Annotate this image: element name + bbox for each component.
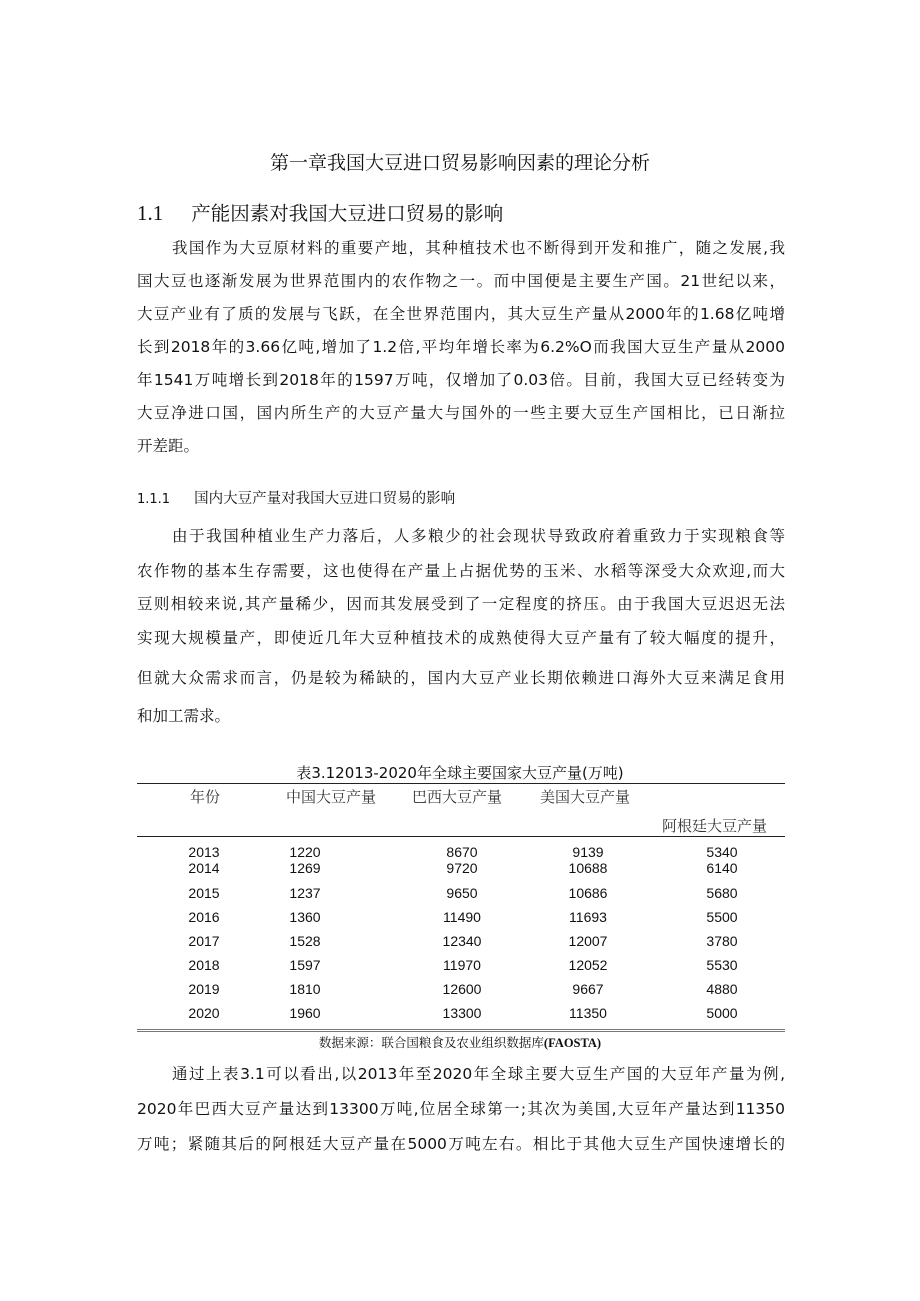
table-source: [0, 1033, 920, 1051]
value-cell: 13300: [442, 1005, 482, 1021]
table-bottom-rule: [137, 1029, 785, 1032]
text-line: 但就大众需求而言，仍是较为稀缺的，国内大豆产业长期依赖进口海外大豆来满足食用: [137, 669, 785, 687]
text-line: 国大豆也逐渐发展为世界范围内的农作物之一。而中国便是主要生产国。21世纪以来，: [137, 272, 785, 290]
text-line: 万吨；紧随其后的阿根廷大豆产量在5000万吨左右。相比于其他大豆生产国快速增长的: [137, 1135, 785, 1153]
text-line: 由于我国种植业生产力落后，人多粮少的社会现状导致政府着重致力于实现粮食等: [172, 527, 785, 545]
text-line: 通过上表3.1可以看出,以2013年至2020年全球主要大豆生产国的大豆年产量为例,: [172, 1065, 785, 1083]
value-cell: 1597: [289, 957, 321, 973]
value-cell: 9650: [446, 885, 478, 901]
subsection-heading: [137, 487, 455, 508]
year-cell: 2015: [188, 885, 220, 901]
column-header: 中国大豆产量: [286, 788, 377, 806]
year-cell: 2018: [188, 957, 220, 973]
column-header: 美国大豆产量: [540, 788, 631, 806]
column-header: 年份: [190, 788, 221, 806]
year-cell: 2014: [188, 860, 220, 876]
value-cell: 8670: [446, 844, 478, 860]
source-abbr: (FAOSTA): [543, 1036, 602, 1050]
subsection-number: 1.1.1: [137, 492, 171, 507]
value-cell: 1528: [289, 933, 321, 949]
value-cell: 12007: [568, 933, 608, 949]
value-cell: 1269: [289, 860, 321, 876]
value-cell: 5530: [706, 957, 738, 973]
value-cell: 9667: [572, 981, 604, 997]
year-cell: 2019: [188, 981, 220, 997]
value-cell: 5000: [706, 1005, 738, 1021]
value-cell: 1960: [289, 1005, 321, 1021]
value-cell: 11350: [569, 1005, 607, 1021]
section-title: 产能因素对我国大豆进口贸易的影响: [191, 202, 504, 225]
year-cell: 2017: [188, 933, 220, 949]
text-line: 大豆净进口国，国内所生产的大豆产量大与国外的一些主要大豆生产国相比，已日渐拉: [137, 404, 785, 422]
value-cell: 6140: [706, 860, 738, 876]
section-number: 1.1: [137, 201, 164, 225]
table-caption: 表3.12013-2020年全球主要国家大豆产量(万吨): [296, 764, 624, 782]
value-cell: 3780: [706, 933, 738, 949]
value-cell: 5340: [706, 844, 738, 860]
text-line: 开差距。: [137, 437, 200, 455]
year-cell: 2020: [188, 1005, 220, 1021]
table-header-rule: [137, 836, 785, 837]
value-cell: 10686: [568, 885, 608, 901]
text-line: 我国作为大豆原材料的重要产地，其种植技术也不断得到开发和推广，随之发展,我: [172, 239, 785, 257]
column-header: 阿根廷大豆产量: [662, 817, 768, 835]
value-cell: 4880: [706, 981, 738, 997]
chapter-title: 第一章我国大豆进口贸易影响因素的理论分析: [269, 152, 650, 174]
value-cell: 1360: [289, 909, 321, 925]
source-text: 数据来源：联合国粮食及农业组织数据库: [318, 1035, 544, 1050]
text-line: 长到2018年的3.66亿吨,增加了1.2倍,平均年增长率为6.2%O而我国大豆生产量从2000: [137, 338, 785, 356]
text-line: 豆则相较来说,其产量稀少，因而其发展受到了一定程度的挤压。由于我国大豆迟迟无法: [137, 595, 785, 613]
value-cell: 10688: [568, 860, 608, 876]
subsection-title: 国内大豆产量对我国大豆进口贸易的影响: [194, 491, 456, 507]
value-cell: 12052: [568, 957, 608, 973]
value-cell: 12340: [442, 933, 482, 949]
section-heading: [137, 198, 503, 226]
year-cell: 2016: [188, 909, 220, 925]
text-line: 实现大规模量产，即使近几年大豆种植技术的成熟使得大豆产量有了较大幅度的提升，: [137, 629, 785, 647]
text-line: 和加工需求。: [137, 707, 231, 725]
value-cell: 9720: [446, 860, 478, 876]
text-line: 大豆产业有了质的发展与飞跃，在全世界范围内，其大豆生产量从2000年的1.68亿吨增: [137, 305, 785, 323]
text-line: 农作物的基本生存需要，这也使得在产量上占据优势的玉米、水稻等深受大众欢迎,而大: [137, 562, 785, 580]
value-cell: 11490: [443, 909, 481, 925]
value-cell: 1810: [289, 981, 321, 997]
table-top-rule: [137, 783, 785, 784]
value-cell: 5500: [706, 909, 738, 925]
text-line: 年1541万吨增长到2018年的1597万吨，仅增加了0.03倍。目前，我国大豆已经转变为: [137, 371, 785, 389]
year-cell: 2013: [188, 844, 220, 860]
value-cell: 11693: [569, 909, 607, 925]
value-cell: 12600: [442, 981, 482, 997]
value-cell: 1220: [289, 844, 321, 860]
value-cell: 1237: [289, 885, 321, 901]
value-cell: 11970: [443, 957, 481, 973]
text-line: 2020年巴西大豆产量达到13300万吨,位居全球第一;其次为美国,大豆年产量达到11350: [137, 1100, 785, 1118]
value-cell: 9139: [572, 844, 604, 860]
column-header: 巴西大豆产量: [412, 788, 503, 806]
value-cell: 5680: [706, 885, 738, 901]
